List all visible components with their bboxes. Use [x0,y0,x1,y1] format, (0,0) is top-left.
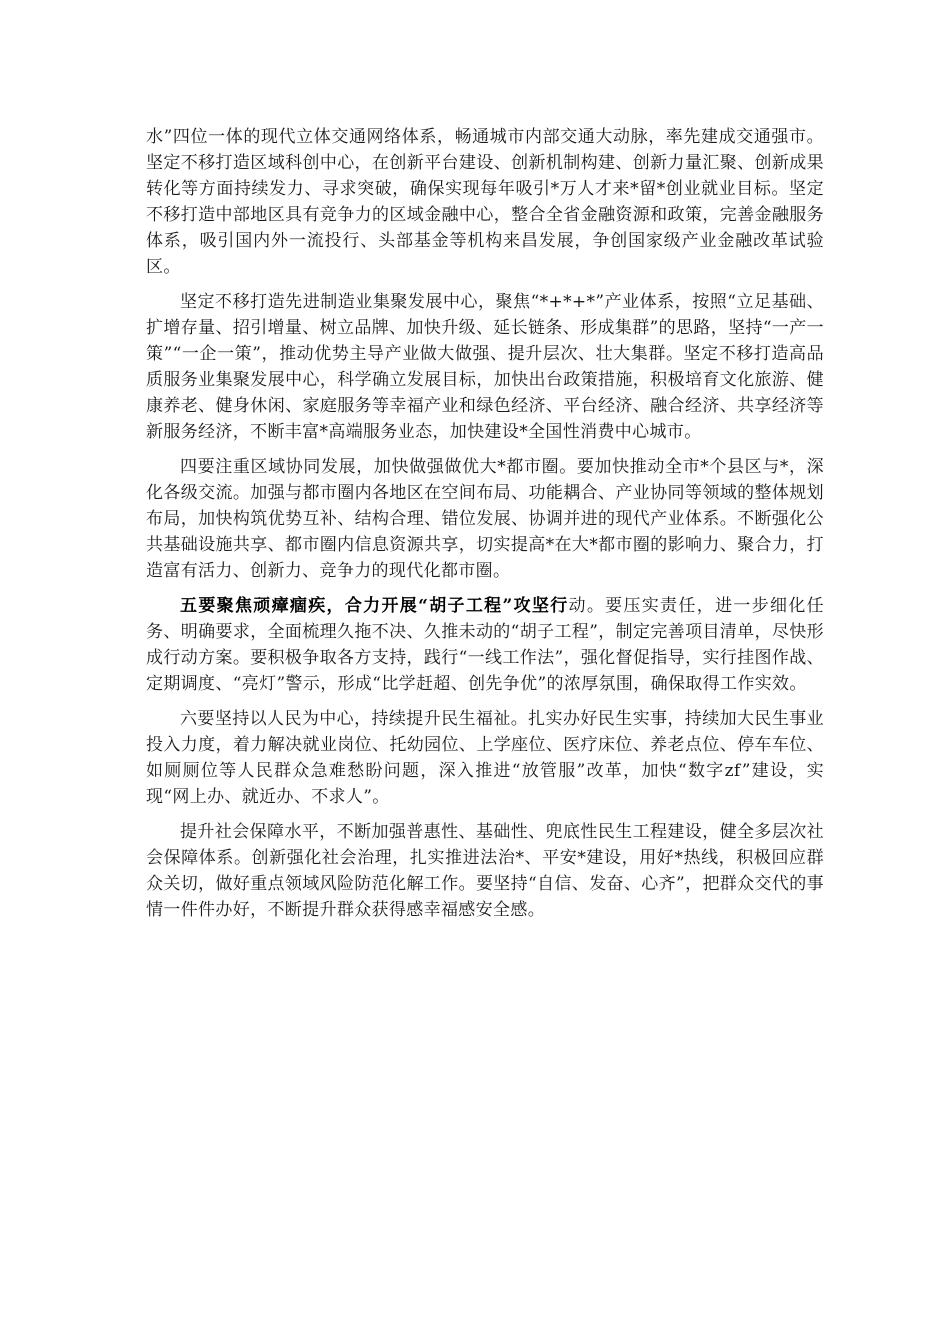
paragraph-bold-lead: 五要聚焦顽瘴痼疾，合力开展“胡子工程”攻坚行 [180,596,569,616]
paragraph-text: 六要坚持以人民为中心，持续提升民生福祉。扎实办好民生实事，持续加大民生事业投入力度，着力解决就业岗位、托幼园位、上学座位、医疗床位、养老点位、停车车位、如厕厕位等人民群众急难愁盼问题，深入推进“放管服”改革，加快“数字zf”建设，实现“网上办、就近办、不求人”。 [146,709,824,807]
paragraph-text: 提升社会保障水平，不断加强普惠性、基础性、兜底性民生工程建设，健全多层次社会保障体系。创新强化社会治理，扎实推进法治*、平安*建设，用好*热线，积极回应群众关切，做好重点领域风险防范化解工作。要坚持“自信、发奋、心齐”，把群众交代的事情一件件办好，不断提升群众获得感幸福感安全感。 [146,822,824,920]
paragraph-4 [146,593,824,697]
document-body [146,124,824,932]
paragraph-text: 水”四位一体的现代立体交通网络体系，畅通城市内部交通大动脉，率先建成交通强市。坚定不移打造区域科创中心，在创新平台建设、创新机制构建、创新力量汇聚、创新成果转化等方面持续发力、寻求突破，确保实现每年吸引*万人才来*留*创业就业目标。坚定不移打造中部地区具有竞争力的区域金融中心，整合全省金融资源和政策，完善金融服务体系，吸引国内外一流投行、头部基金等机构来昌发展，争创国家级产业金融改革试验区。 [146,127,824,277]
paragraph-2 [146,289,824,445]
paragraph-1 [146,124,824,280]
paragraph-text: 坚定不移打造先进制造业集聚发展中心，聚焦“*+*+*”产业体系，按照“立足基础、扩增存量、招引增量、树立品牌、加快升级、延长链条、形成集群”的思路，坚持“一产一策”“一企一策”，推动优势主导产业做大做强、提升层次、壮大集群。坚定不移打造高品质服务业集聚发展中心，科学确立发展目标，加快出台政策措施，积极培育文化旅游、健康养老、健身休闲、家庭服务等幸福产业和绿色经济、平台经济、融合经济、共享经济等新服务经济，不断丰富*高端服务业态，加快建设*全国性消费中心城市。 [146,292,824,442]
paragraph-5 [146,706,824,810]
paragraph-text: 四要注重区域协同发展，加快做强做优大*都市圈。要加快推动全市*个县区与*，深化各级交流。加强与都市圈内各地区在空间布局、功能耦合、产业协同等领域的整体规划布局，加快构筑优势互补、结构合理、错位发展、协调并进的现代产业体系。不断强化公共基础设施共享、都市圈内信息资源共享，切实提高*在大*都市圈的影响力、聚合力，打造富有活力、创新力、竞争力的现代化都市圈。 [146,457,824,581]
paragraph-text: 动。要压实责任，进一步细化任务、明确要求，全面梳理久拖不决、久推未动的“胡子工程”，制定完善项目清单，尽快形成行动方案。要积极争取各方支持，践行“一线工作法”，强化督促指导，实行挂图作战、定期调度、“亮灯”警示，形成“比学赶超、创先争优”的浓厚氛围，确保取得工作实效。 [146,596,824,694]
paragraph-6 [146,819,824,923]
paragraph-3 [146,454,824,584]
